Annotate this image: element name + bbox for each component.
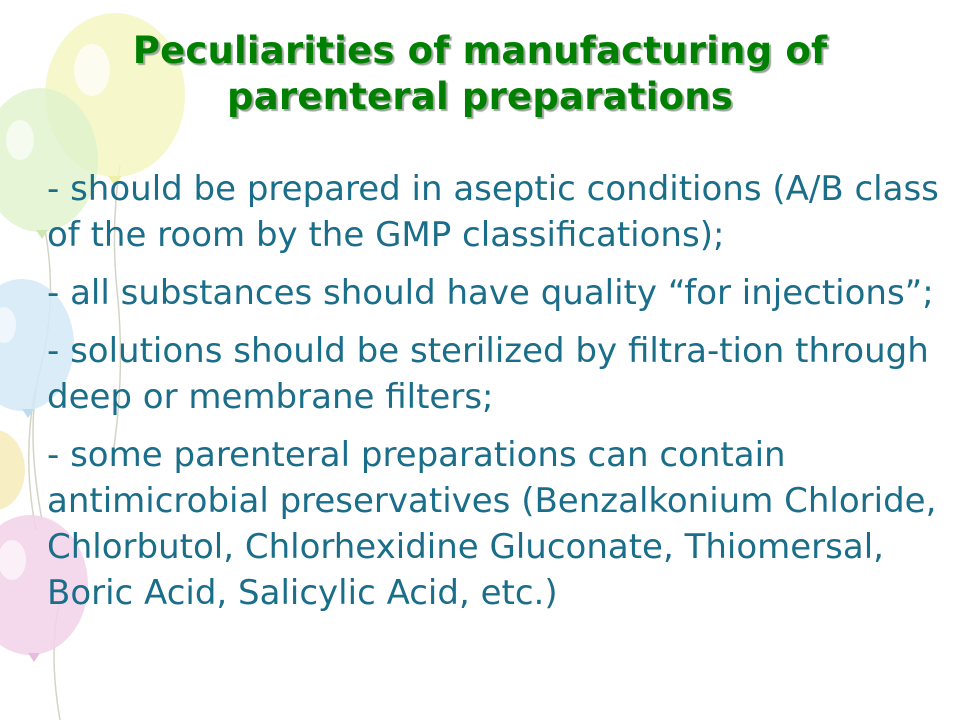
bullet-item: - solutions should be sterilized by filtra-tion through deep or membrane filters; bbox=[47, 331, 929, 417]
bullet-list bbox=[47, 166, 942, 628]
bullet-item: - some parenteral preparations can contain antimicrobial preservatives (Benzalkonium Chloride, Chlorbutol, Chlorhexidine Gluconate, Thiomersal, Boric Acid, Salicylic Acid, etc.) bbox=[47, 435, 937, 613]
bullet-item: - all substances should have quality “for injections”; bbox=[47, 273, 934, 313]
slide-title: Peculiarities of manufacturing of parenteral preparations bbox=[132, 29, 828, 118]
bullet-item: - should be prepared in aseptic conditions (A/B class of the room by the GMP classifications); bbox=[47, 169, 939, 255]
